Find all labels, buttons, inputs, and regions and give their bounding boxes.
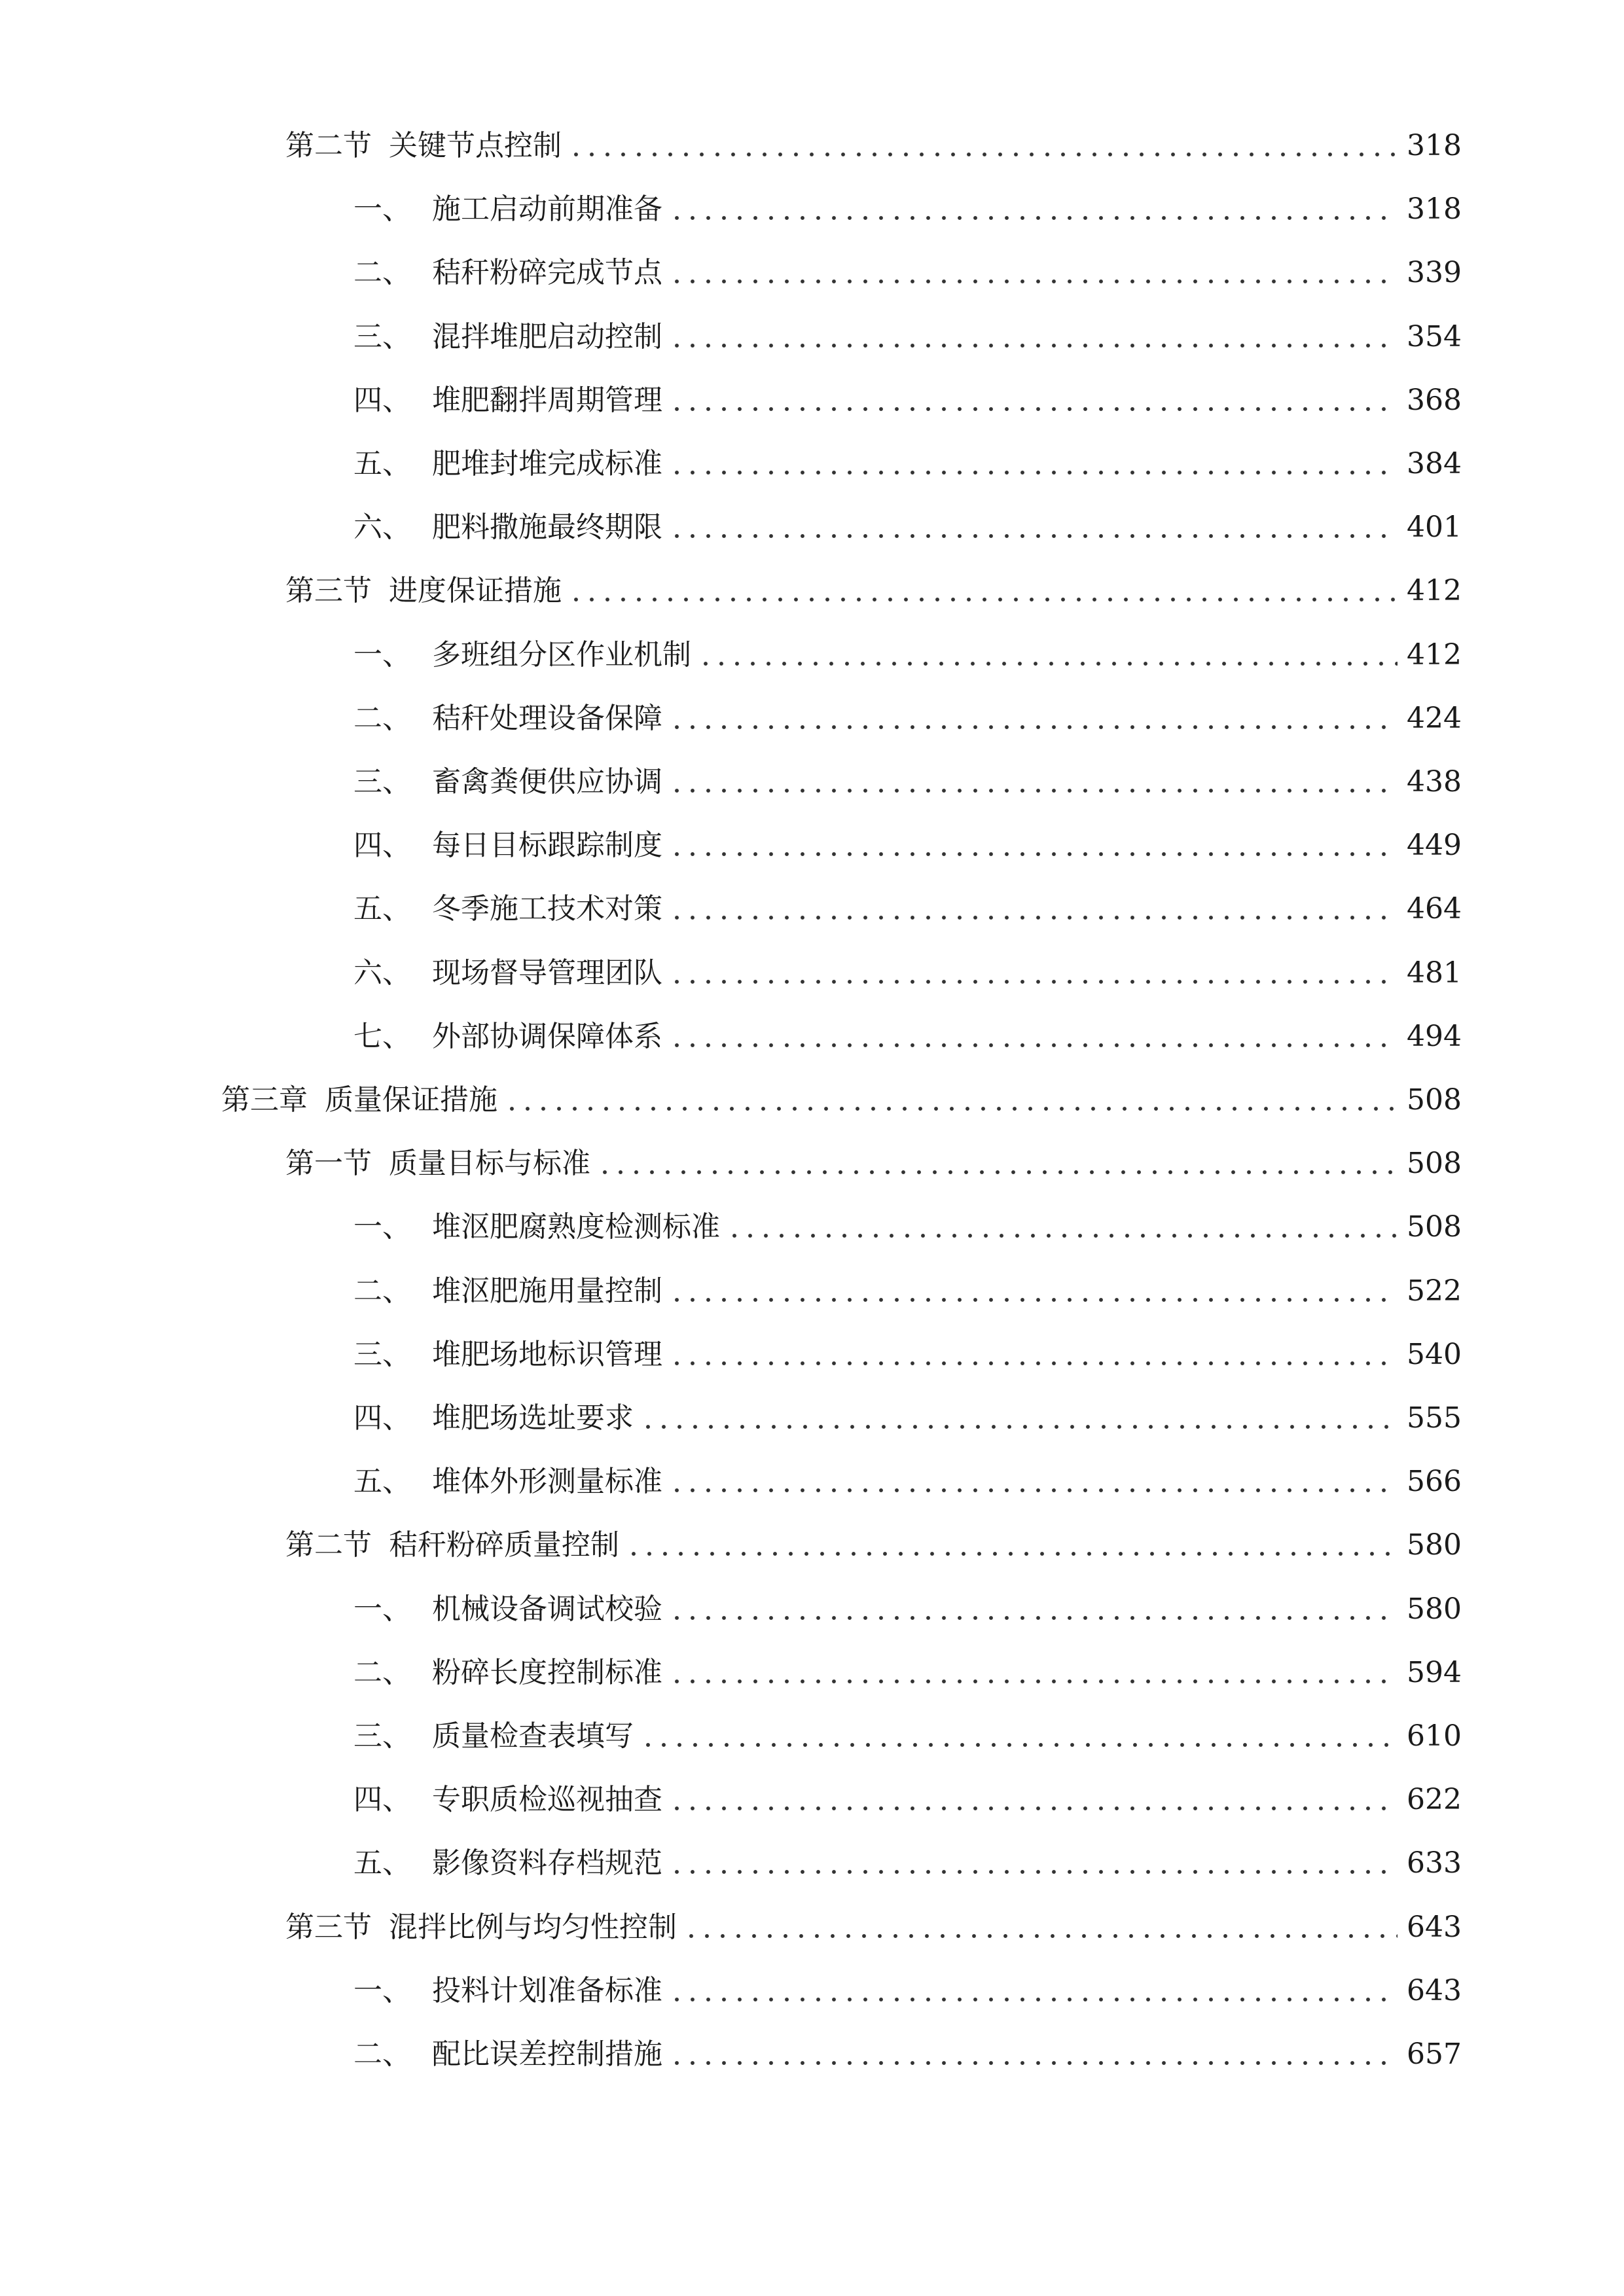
dot-leader [640, 1722, 1398, 1751]
toc-entry-number: 四、 [353, 828, 411, 862]
toc-entry-title: 畜禽粪便供应协调 [432, 764, 662, 798]
toc-entry-number: 三、 [353, 764, 411, 798]
toc-entry-page-number: 643 [1407, 1910, 1462, 1944]
toc-entry-title: 质量目标与标准 [389, 1146, 590, 1180]
toc-entry-number: 七、 [353, 1019, 411, 1053]
toc-entry-number: 二、 [353, 255, 411, 289]
toc-entry[interactable] [353, 1005, 1462, 1068]
toc-entry-page-number: 540 [1407, 1337, 1462, 1371]
toc-entry-title: 肥料撒施最终期限 [432, 510, 662, 544]
dot-leader [669, 513, 1398, 542]
toc-entry-title: 冬季施工技术对策 [432, 891, 662, 925]
dot-leader [669, 1340, 1398, 1369]
toc-entry-page-number: 384 [1407, 446, 1462, 480]
toc-entry-number: 一、 [353, 1973, 411, 2007]
toc-entry-number: 二、 [353, 1655, 411, 1689]
toc-entry-page-number: 464 [1407, 891, 1462, 925]
toc-entry-title: 多班组分区作业机制 [432, 637, 691, 672]
dot-leader [669, 1467, 1398, 1496]
dot-leader [727, 1213, 1398, 1242]
toc-entry-title: 质量保证措施 [325, 1083, 497, 1117]
toc-entry-title: 堆体外形测量标准 [432, 1464, 662, 1498]
toc-entry-page-number: 643 [1407, 1973, 1462, 2007]
toc-entry-page-number: 566 [1407, 1464, 1462, 1498]
toc-entry-title: 秸秆粉碎质量控制 [389, 1528, 619, 1562]
dot-leader [669, 1022, 1398, 1051]
toc-entry-page-number: 412 [1407, 637, 1462, 672]
toc-entry-number: 四、 [353, 1401, 411, 1435]
toc-entry-number: 二、 [353, 2037, 411, 2071]
dot-leader [669, 1277, 1398, 1306]
toc-entry[interactable] [353, 1768, 1462, 1831]
toc-entry-page-number: 508 [1407, 1146, 1462, 1180]
toc-entry-page-number: 401 [1407, 510, 1462, 544]
toc-entry[interactable] [353, 495, 1462, 559]
toc-entry[interactable] [285, 114, 1462, 177]
toc-entry[interactable] [353, 177, 1462, 241]
toc-entry-title: 粉碎长度控制标准 [432, 1655, 662, 1689]
toc-entry-number: 一、 [353, 1592, 411, 1626]
dot-leader [669, 450, 1398, 478]
toc-entry-title: 堆沤肥腐熟度检测标准 [432, 1210, 720, 1244]
toc-entry-title: 外部协调保障体系 [432, 1019, 662, 1053]
toc-entry-title: 秸秆粉碎完成节点 [432, 255, 662, 289]
toc-entry-number: 第二节 [285, 128, 372, 162]
dot-leader [504, 1086, 1398, 1115]
toc-entry-title: 堆肥场地标识管理 [432, 1337, 662, 1371]
toc-entry[interactable] [353, 1450, 1462, 1513]
dot-leader [669, 1849, 1398, 1878]
toc-entry-page-number: 412 [1407, 573, 1462, 607]
toc-entry[interactable] [353, 750, 1462, 814]
toc-entry-number: 第一节 [285, 1146, 372, 1180]
dot-leader [669, 704, 1398, 733]
dot-leader [669, 195, 1398, 224]
dot-leader [669, 895, 1398, 924]
toc-entry[interactable] [353, 368, 1462, 432]
toc-entry-number: 第三章 [221, 1083, 308, 1117]
toc-entry[interactable] [285, 1895, 1462, 1959]
toc-entry[interactable] [353, 1323, 1462, 1386]
toc-entry-page-number: 424 [1407, 701, 1462, 735]
toc-entry-page-number: 622 [1407, 1782, 1462, 1816]
toc-entry[interactable] [353, 1959, 1462, 2022]
toc-entry-number: 第二节 [285, 1528, 372, 1562]
toc-entry-page-number: 555 [1407, 1401, 1462, 1435]
toc-entry-title: 质量检查表填写 [432, 1719, 634, 1753]
toc-entry[interactable] [353, 305, 1462, 368]
dot-leader [669, 1659, 1398, 1687]
dot-leader [597, 1149, 1398, 1178]
toc-entry-title: 关键节点控制 [389, 128, 562, 162]
dot-leader [683, 1913, 1398, 1942]
toc-entry[interactable] [353, 941, 1462, 1005]
toc-entry[interactable] [353, 2022, 1462, 2086]
toc-entry-title: 肥堆封堆完成标准 [432, 446, 662, 480]
toc-entry-page-number: 633 [1407, 1846, 1462, 1880]
toc-entry-number: 一、 [353, 637, 411, 672]
toc-entry-number: 五、 [353, 1464, 411, 1498]
toc-entry-page-number: 481 [1407, 956, 1462, 990]
dot-leader [669, 259, 1398, 287]
dot-leader [669, 831, 1398, 860]
toc-entry[interactable] [353, 241, 1462, 304]
toc-entry[interactable] [353, 814, 1462, 877]
toc-entry-page-number: 522 [1407, 1274, 1462, 1308]
toc-entry-page-number: 594 [1407, 1655, 1462, 1689]
toc-entry-title: 每日目标跟踪制度 [432, 828, 662, 862]
toc-entry-number: 三、 [353, 1337, 411, 1371]
toc-entry-number: 四、 [353, 1782, 411, 1816]
toc-entry-number: 二、 [353, 1274, 411, 1308]
toc-entry-title: 秸秆处理设备保障 [432, 701, 662, 735]
dot-leader [669, 1977, 1398, 2005]
dot-leader [669, 2040, 1398, 2069]
dot-leader [626, 1531, 1398, 1560]
toc-entry-title: 混拌堆肥启动控制 [432, 319, 662, 353]
dot-leader [669, 1595, 1398, 1624]
toc-entry[interactable] [285, 1132, 1462, 1195]
toc-entry-page-number: 494 [1407, 1019, 1462, 1053]
toc-entry[interactable] [353, 1704, 1462, 1768]
toc-entry-page-number: 368 [1407, 383, 1462, 417]
toc-entry-number: 一、 [353, 1210, 411, 1244]
dot-leader [669, 768, 1398, 797]
toc-entry[interactable] [285, 559, 1462, 622]
toc-entry-number: 五、 [353, 446, 411, 480]
toc-entry[interactable] [353, 877, 1462, 941]
toc-entry-number: 二、 [353, 701, 411, 735]
toc-entry[interactable] [353, 1577, 1462, 1641]
dot-leader [568, 132, 1398, 160]
toc-entry-page-number: 318 [1407, 192, 1462, 226]
dot-leader [640, 1404, 1398, 1433]
toc-entry-title: 混拌比例与均匀性控制 [389, 1910, 677, 1944]
toc-entry-number: 三、 [353, 1719, 411, 1753]
toc-entry-title: 进度保证措施 [389, 573, 562, 607]
toc-entry-number: 四、 [353, 383, 411, 417]
toc-entry-title: 机械设备调试校验 [432, 1592, 662, 1626]
toc-entry-page-number: 610 [1407, 1719, 1462, 1753]
toc-entry[interactable] [353, 432, 1462, 495]
toc-entry-page-number: 657 [1407, 2037, 1462, 2071]
toc-entry-title: 现场督导管理团队 [432, 956, 662, 990]
toc-entry[interactable] [221, 1068, 1462, 1132]
toc-entry-page-number: 449 [1407, 828, 1462, 862]
toc-entry-page-number: 580 [1407, 1592, 1462, 1626]
toc-entry-page-number: 438 [1407, 764, 1462, 798]
toc-entry-title: 影像资料存档规范 [432, 1846, 662, 1880]
dot-leader [669, 386, 1398, 415]
toc-entry-number: 五、 [353, 1846, 411, 1880]
dot-leader [698, 641, 1398, 670]
toc-entry-page-number: 354 [1407, 319, 1462, 353]
toc-entry-page-number: 580 [1407, 1528, 1462, 1562]
toc-entry-title: 投料计划准备标准 [432, 1973, 662, 2007]
toc-entry-title: 堆肥场选址要求 [432, 1401, 634, 1435]
toc-entry-number: 第三节 [285, 1910, 372, 1944]
toc-entry[interactable] [353, 1831, 1462, 1895]
toc-entry-title: 配比误差控制措施 [432, 2037, 662, 2071]
toc-entry[interactable] [353, 1386, 1462, 1450]
toc-entry-number: 三、 [353, 319, 411, 353]
toc-entry[interactable] [353, 687, 1462, 750]
toc-entry-page-number: 318 [1407, 128, 1462, 162]
toc-entry-page-number: 508 [1407, 1210, 1462, 1244]
dot-leader [669, 1785, 1398, 1814]
toc-entry-number: 六、 [353, 510, 411, 544]
toc-entry[interactable] [353, 1195, 1462, 1259]
toc-entry[interactable] [353, 623, 1462, 687]
toc-entry[interactable] [353, 1641, 1462, 1704]
toc-entry-title: 施工启动前期准备 [432, 192, 662, 226]
toc-entry-number: 一、 [353, 192, 411, 226]
dot-leader [669, 323, 1398, 351]
toc-entry-number: 第三节 [285, 573, 372, 607]
toc-entry-title: 专职质检巡视抽查 [432, 1782, 662, 1816]
toc-entry-number: 六、 [353, 956, 411, 990]
toc-entry[interactable] [353, 1259, 1462, 1323]
dot-leader [568, 577, 1398, 605]
dot-leader [669, 959, 1398, 988]
toc-entry-title: 堆肥翻拌周期管理 [432, 383, 662, 417]
toc-entry[interactable] [285, 1513, 1462, 1577]
toc-entry-title: 堆沤肥施用量控制 [432, 1274, 662, 1308]
toc-entry-page-number: 508 [1407, 1083, 1462, 1117]
toc-entry-number: 五、 [353, 891, 411, 925]
toc-entry-page-number: 339 [1407, 255, 1462, 289]
